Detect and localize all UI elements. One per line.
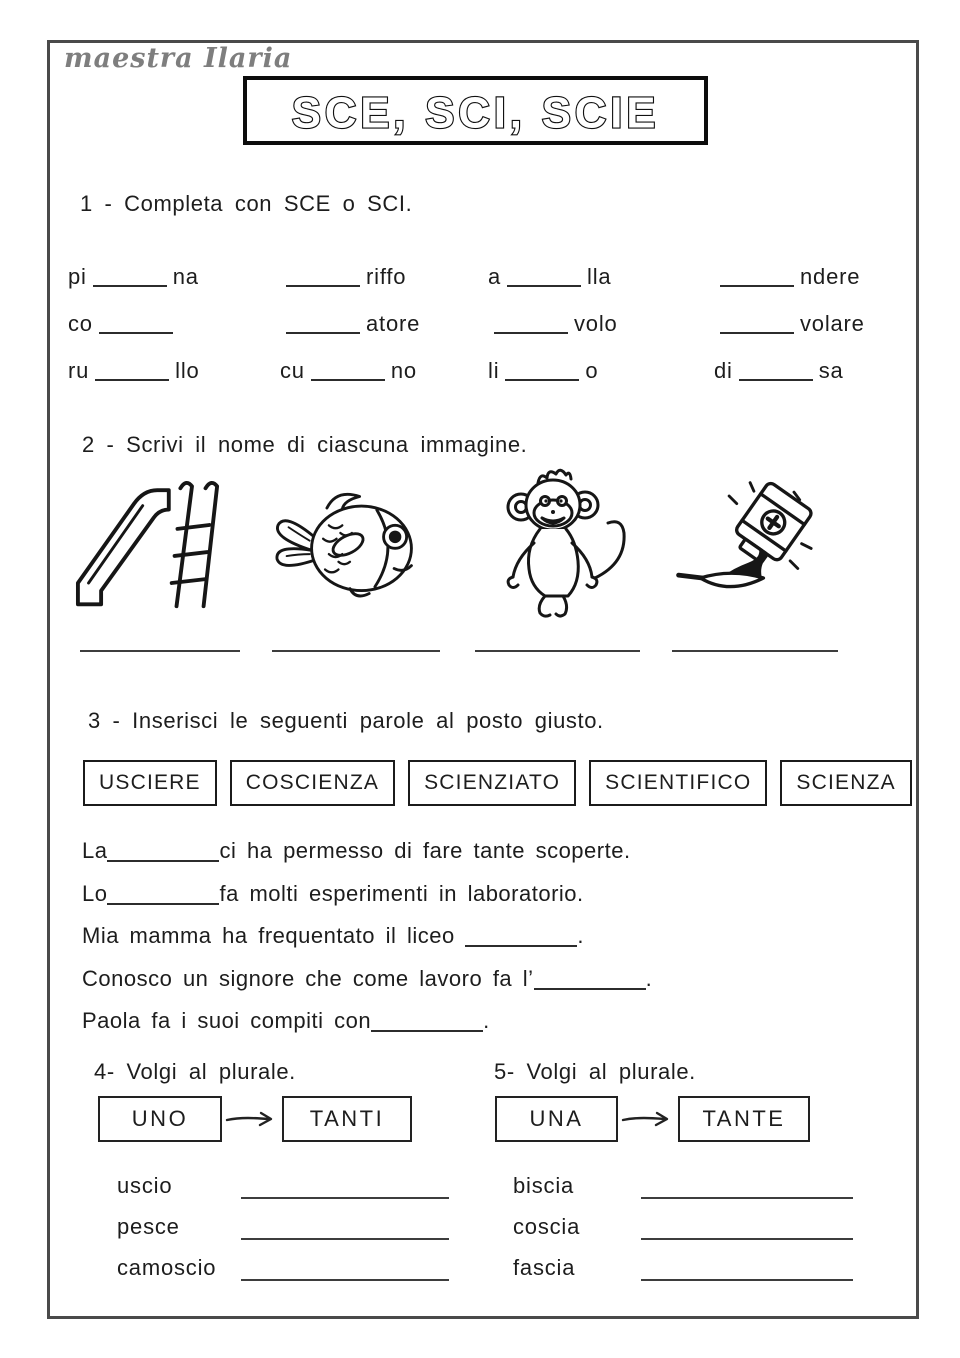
singular-word: pesce bbox=[117, 1214, 180, 1239]
sentence bbox=[82, 881, 584, 907]
fill-word-item bbox=[68, 357, 200, 384]
blank-line bbox=[371, 1008, 483, 1032]
fill-word-item bbox=[280, 310, 420, 337]
fill-word-item bbox=[488, 310, 618, 337]
word-prefix: cu bbox=[280, 358, 305, 383]
sentence bbox=[82, 838, 631, 864]
word-suffix: riffo bbox=[366, 264, 407, 289]
plural-row bbox=[513, 1212, 853, 1240]
answer-line bbox=[241, 1253, 449, 1281]
sentence-prefix: La bbox=[82, 838, 108, 863]
blank-line bbox=[286, 263, 360, 287]
answer-line bbox=[241, 1171, 449, 1199]
blank-line bbox=[720, 263, 794, 287]
word-suffix: volare bbox=[800, 311, 865, 336]
blank-line bbox=[107, 881, 219, 905]
fill-word-item bbox=[714, 310, 865, 337]
blank-line bbox=[286, 310, 360, 334]
blank-line bbox=[107, 838, 219, 862]
blank-line bbox=[311, 357, 385, 381]
word-suffix: na bbox=[172, 264, 199, 289]
monkey-illustration bbox=[500, 463, 630, 618]
blank-line bbox=[93, 263, 167, 287]
plural-row bbox=[117, 1253, 449, 1281]
word-prefix: di bbox=[714, 358, 733, 383]
fill-word-item bbox=[68, 310, 179, 337]
blank-line bbox=[465, 923, 577, 947]
plural-row bbox=[117, 1212, 449, 1240]
word-prefix: li bbox=[488, 358, 500, 383]
answer-line bbox=[641, 1253, 853, 1281]
fish-illustration bbox=[262, 485, 437, 605]
singular-word: camoscio bbox=[117, 1255, 217, 1280]
word-prefix: a bbox=[488, 264, 502, 289]
word-suffix: sa bbox=[818, 358, 844, 383]
exercise1-heading: 1 - Completa con SCE o SCI. bbox=[80, 191, 413, 216]
answer-line bbox=[641, 1171, 853, 1199]
singular-box: UNO bbox=[98, 1096, 222, 1142]
title-box bbox=[243, 76, 708, 145]
sentence-prefix: Mia mamma ha frequentato il liceo bbox=[82, 923, 466, 948]
exercise3-heading: 3 - Inserisci le seguenti parole al posto giusto. bbox=[88, 708, 604, 733]
blank-line bbox=[494, 310, 568, 334]
title-outline-text bbox=[247, 80, 704, 141]
word-suffix: volo bbox=[574, 311, 618, 336]
plural-box: TANTI bbox=[282, 1096, 412, 1142]
singular-word: fascia bbox=[513, 1255, 576, 1280]
answer-line bbox=[80, 650, 240, 652]
sentence-suffix: . bbox=[483, 1008, 490, 1033]
slide-illustration bbox=[68, 467, 228, 612]
fill-word-item bbox=[280, 263, 406, 290]
word-suffix: atore bbox=[366, 311, 421, 336]
plural-row bbox=[513, 1253, 853, 1281]
blank-line bbox=[720, 310, 794, 334]
sentence-suffix: fa molti esperimenti in laboratorio. bbox=[219, 881, 584, 906]
fill-word-item bbox=[488, 357, 598, 384]
blank-line bbox=[739, 357, 813, 381]
plural-row bbox=[117, 1171, 449, 1199]
blank-line bbox=[95, 357, 169, 381]
sentence-suffix: . bbox=[645, 966, 653, 991]
fill-word-item bbox=[714, 357, 844, 384]
answer-line bbox=[272, 650, 440, 652]
answer-line bbox=[475, 650, 640, 652]
word-bank-item: COSCIENZA bbox=[230, 760, 395, 806]
word-prefix: ru bbox=[68, 358, 90, 383]
singular-word: coscia bbox=[513, 1214, 581, 1239]
word-bank-item: SCIENZIATO bbox=[408, 760, 576, 806]
brand-logo: maestra Ilaria bbox=[64, 43, 293, 74]
answer-line bbox=[241, 1212, 449, 1240]
arrow-right-icon bbox=[225, 1110, 279, 1128]
word-suffix: o bbox=[585, 358, 599, 383]
word-bank-item: USCIERE bbox=[83, 760, 217, 806]
sentence-suffix: . bbox=[577, 923, 584, 948]
blank-line bbox=[534, 966, 646, 990]
word-prefix: co bbox=[68, 311, 93, 336]
exercise5-heading: 5- Volgi al plurale. bbox=[494, 1059, 696, 1084]
sentence-prefix: Conosco un signore che come lavoro fa l’ bbox=[82, 966, 534, 991]
fill-word-item bbox=[280, 357, 417, 384]
syrup-bottle-illustration bbox=[672, 475, 832, 599]
fill-word-item bbox=[714, 263, 860, 290]
blank-line bbox=[505, 357, 579, 381]
fill-word-item bbox=[68, 263, 199, 290]
answer-line bbox=[641, 1212, 853, 1240]
arrow-right-icon bbox=[621, 1110, 675, 1128]
word-suffix: lla bbox=[587, 264, 612, 289]
word-suffix: no bbox=[390, 358, 417, 383]
word-bank-item: SCIENZA bbox=[780, 760, 911, 806]
fill-word-item bbox=[488, 263, 611, 290]
word-suffix: ndere bbox=[800, 264, 861, 289]
page-title: SCE, SCI, SCIE bbox=[291, 88, 660, 138]
singular-word: biscia bbox=[513, 1173, 575, 1198]
blank-line bbox=[99, 310, 173, 334]
plural-row bbox=[513, 1171, 853, 1199]
sentence-suffix: ci ha permesso di fare tante scoperte. bbox=[219, 838, 631, 863]
sentence bbox=[82, 923, 584, 949]
exercise4-heading: 4- Volgi al plurale. bbox=[94, 1059, 296, 1084]
word-bank-item: SCIENTIFICO bbox=[589, 760, 767, 806]
word-bank bbox=[83, 760, 912, 806]
plural-box: TANTE bbox=[678, 1096, 810, 1142]
answer-line bbox=[672, 650, 838, 652]
worksheet-frame bbox=[47, 40, 919, 1319]
sentence-prefix: Paola fa i suoi compiti con bbox=[82, 1008, 372, 1033]
exercise2-heading: 2 - Scrivi il nome di ciascuna immagine. bbox=[82, 432, 528, 457]
word-suffix: llo bbox=[175, 358, 200, 383]
singular-word: uscio bbox=[117, 1173, 173, 1198]
singular-box: UNA bbox=[495, 1096, 618, 1142]
word-prefix: pi bbox=[68, 264, 87, 289]
blank-line bbox=[507, 263, 581, 287]
sentence-prefix: Lo bbox=[82, 881, 108, 906]
sentence bbox=[82, 966, 652, 992]
sentence bbox=[82, 1008, 490, 1034]
